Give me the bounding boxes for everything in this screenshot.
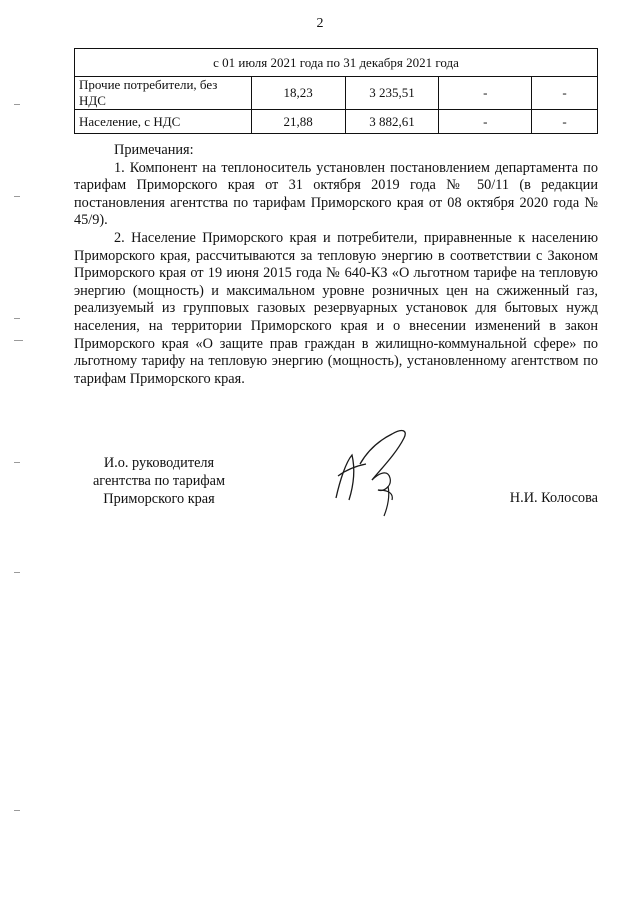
table-cell-value: - [439,110,532,134]
table-cell-value: 3 882,61 [345,110,439,134]
table-period-cell: с 01 июля 2021 года по 31 декабря 2021 года [75,49,598,77]
table-cell-value: 21,88 [251,110,345,134]
margin-mark [14,340,23,341]
margin-mark [14,810,20,811]
table-row [75,77,598,110]
table-cell-consumer: Прочие потребители, без НДС [75,77,252,110]
signer-position-line: И.о. руководителя [103,455,215,471]
margin-mark [14,196,20,197]
signer-position-line: агентства по тарифам [92,473,226,489]
note-item: 2. Население Приморского края и потребители, приравненные к населению Приморского края, рассчитываются за тепловую энергию в соответствии с Законом Приморского края от 19 июня 2015 года № 640-КЗ «О льготном тарифе на тепловую энергию (мощность) и максимальном уровне розничных цен на сжиженный газ, реализуемый из групповых газовых резервуарных установок для бытовых нужд населения, на территории Приморского края и о внесении изменений в закон Приморского края «О защите прав граждан в жилищно-коммунальной сфере» по льготному тарифу на тепловую энергию (мощность), установленному агентством по тарифам Приморского края. [74,229,598,387]
margin-mark [14,318,20,319]
margin-mark [14,104,20,105]
tariff-table [74,48,598,134]
signer-position [74,454,244,508]
margin-mark [14,462,20,463]
table-cell-value: - [439,77,532,110]
signer-position-line: Приморского края [103,491,215,507]
handwritten-signature-image [322,420,422,520]
notes-section [74,142,598,388]
table-cell-consumer: Население, с НДС [75,110,252,134]
table-row [75,110,598,134]
margin-mark [14,572,20,573]
table-cell-value: - [532,110,598,134]
page-number: 2 [316,16,324,31]
note-item: 1. Компонент на теплоноситель установлен постановлением департамента по тарифам Приморского края от 31 октября 2019 года № 50/11 (в редакции постановления агентства по тарифам Приморского края от 08 октября 2020 года № 45/9). [74,159,598,229]
table-cell-value: 3 235,51 [345,77,439,110]
signer-name: Н.И. Колосова [509,490,598,506]
table-period-row [75,49,598,77]
notes-heading: Примечания: [114,142,194,158]
table-cell-value: - [532,77,598,110]
table-cell-value: 18,23 [251,77,345,110]
